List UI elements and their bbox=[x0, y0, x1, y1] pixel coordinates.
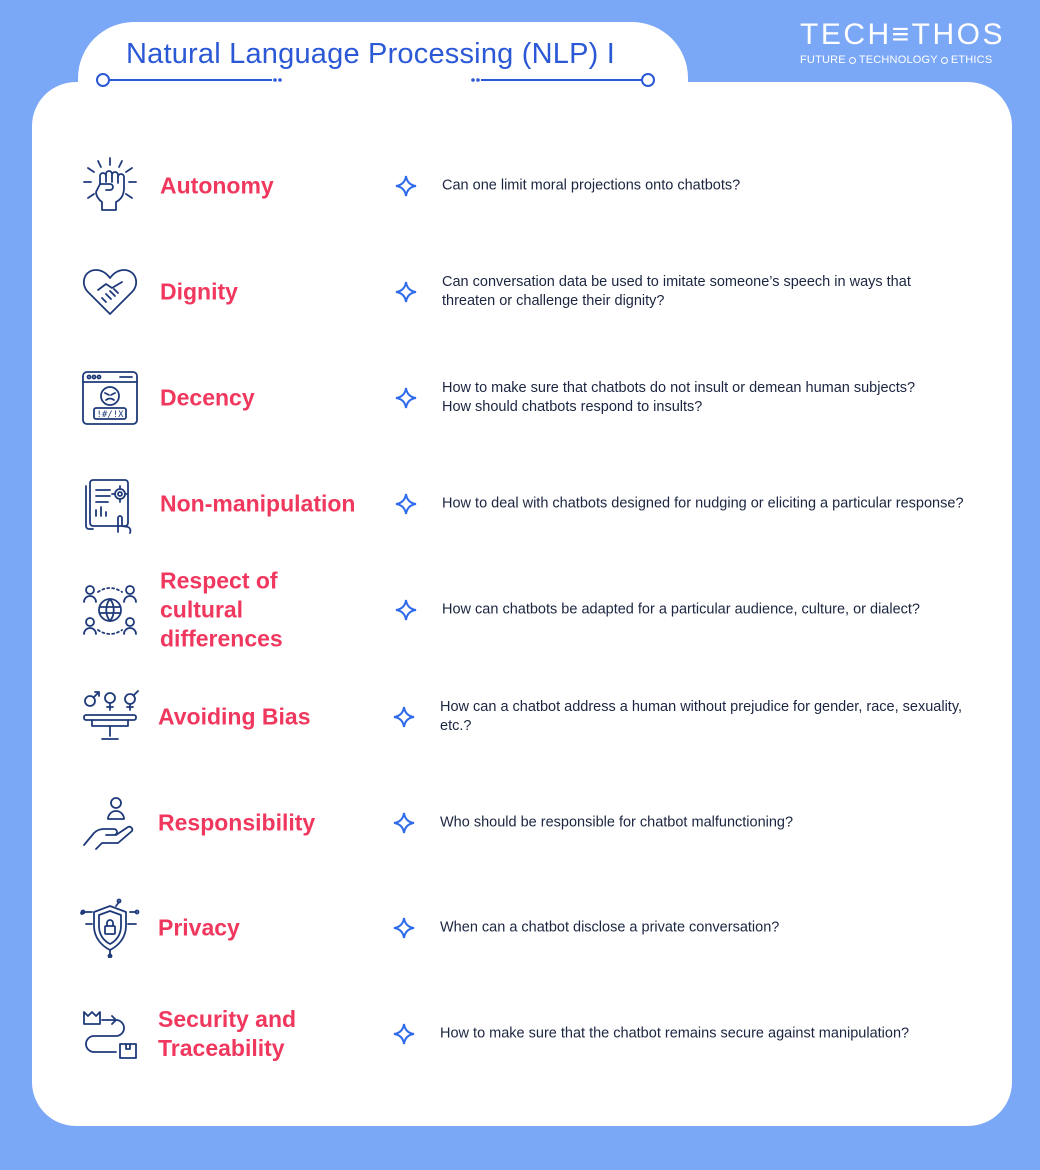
item-question-responsibility: Who should be responsible for chatbot malfunctioning? bbox=[440, 814, 794, 831]
item-row-autonomy bbox=[0, 146, 1040, 226]
item-row-privacy bbox=[0, 888, 1040, 968]
angry-browser-icon bbox=[80, 368, 140, 428]
brand-name: TECH≡THOS bbox=[800, 18, 1006, 51]
item-row-security-and-traceability bbox=[0, 994, 1040, 1074]
people-globe-icon bbox=[80, 580, 140, 640]
item-row-dignity bbox=[0, 252, 1040, 332]
page-title: Natural Language Processing (NLP) I bbox=[126, 38, 615, 70]
sparkle-icon bbox=[392, 811, 416, 835]
tagline-ethics: ETHICS bbox=[950, 54, 993, 66]
brand-tagline bbox=[800, 54, 1010, 66]
brand-logo bbox=[800, 16, 1010, 66]
item-question-privacy: When can a chatbot disclose a private conversation? bbox=[440, 919, 780, 936]
sparkle-icon bbox=[394, 386, 418, 410]
item-label-security-and-traceability: Security and Traceability bbox=[158, 1006, 297, 1061]
item-question-security-and-traceability: How to make sure that the chatbot remains secure against manipulation? bbox=[440, 1025, 910, 1042]
raised-fist-icon bbox=[80, 156, 140, 216]
item-label-respect-of-cultural-differences: Respect of cultural differences bbox=[160, 567, 283, 652]
item-label-autonomy: Autonomy bbox=[160, 172, 274, 199]
title-underline bbox=[96, 70, 662, 90]
hand-person-icon bbox=[80, 793, 140, 853]
heart-handshake-icon bbox=[80, 262, 140, 322]
item-row-responsibility bbox=[0, 783, 1040, 863]
item-row-non-manipulation bbox=[0, 464, 1040, 544]
sparkle-icon bbox=[394, 492, 418, 516]
sparkle-icon bbox=[394, 598, 418, 622]
item-label-avoiding-bias: Avoiding Bias bbox=[158, 703, 311, 730]
shield-lock-icon bbox=[80, 898, 140, 958]
item-question-non-manipulation: How to deal with chatbots designed for nudging or eliciting a particular response? bbox=[442, 495, 964, 512]
tagline-technology: TECHNOLOGY bbox=[858, 54, 938, 66]
item-question-decency: How to make sure that chatbots do not insult or demean human subjects? How should chatbots respond to insults? bbox=[442, 380, 916, 415]
sparkle-icon bbox=[394, 280, 418, 304]
svg-text:!#/!X: !#/!X bbox=[96, 410, 124, 420]
item-label-decency: Decency bbox=[160, 384, 255, 411]
document-gear-icon bbox=[80, 474, 140, 534]
item-label-dignity: Dignity bbox=[160, 278, 238, 305]
item-label-privacy: Privacy bbox=[158, 914, 240, 941]
item-label-non-manipulation: Non-manipulation bbox=[160, 490, 356, 517]
tagline-future: FUTURE bbox=[800, 54, 846, 66]
gender-scale-icon bbox=[80, 687, 140, 747]
sparkle-icon bbox=[392, 705, 416, 729]
sparkle-icon bbox=[392, 916, 416, 940]
item-question-autonomy: Can one limit moral projections onto chatbots? bbox=[442, 177, 741, 194]
item-question-respect-of-cultural-differences: How can chatbots be adapted for a particular audience, culture, or dialect? bbox=[442, 601, 920, 618]
sparkle-icon bbox=[392, 1022, 416, 1046]
item-row-avoiding-bias bbox=[0, 677, 1040, 757]
item-row-respect-of-cultural-differences bbox=[0, 567, 1040, 652]
item-question-avoiding-bias: How can a chatbot address a human without prejudice for gender, race, sexuality, etc.? bbox=[440, 699, 963, 734]
item-row-decency bbox=[0, 358, 1040, 438]
sparkle-icon bbox=[394, 174, 418, 198]
item-label-responsibility: Responsibility bbox=[158, 809, 316, 836]
package-tracking-icon bbox=[80, 1004, 140, 1064]
item-question-dignity: Can conversation data be used to imitate someone’s speech in ways that threaten or challenge their dignity? bbox=[442, 274, 911, 309]
